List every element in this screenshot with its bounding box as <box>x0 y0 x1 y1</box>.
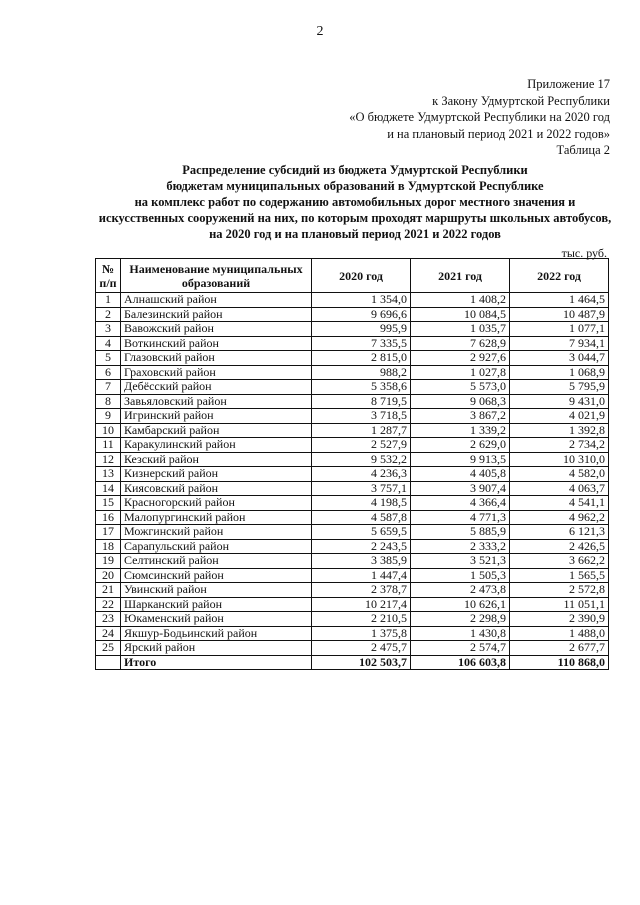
table-row <box>96 336 609 351</box>
municipality-name: Сарапульский район <box>121 539 312 554</box>
value-2022: 9 431,0 <box>510 394 609 409</box>
value-2020: 3 385,9 <box>312 554 411 569</box>
row-number <box>96 655 121 670</box>
table-row <box>96 438 609 453</box>
value-2021: 3 521,3 <box>411 554 510 569</box>
value-2021: 5 885,9 <box>411 525 510 540</box>
value-2020: 2 378,7 <box>312 583 411 598</box>
value-2022: 4 582,0 <box>510 467 609 482</box>
table-row <box>96 322 609 337</box>
appendix-line: и на плановый период 2021 и 2022 годов» <box>387 126 610 141</box>
value-2022: 1 464,5 <box>510 293 609 308</box>
value-2021: 3 867,2 <box>411 409 510 424</box>
municipality-name: Камбарский район <box>121 423 312 438</box>
value-2022: 4 021,9 <box>510 409 609 424</box>
value-2022: 4 962,2 <box>510 510 609 525</box>
value-2022: 1 488,0 <box>510 626 609 641</box>
municipality-name: Якшур-Бодьинский район <box>121 626 312 641</box>
row-number: 21 <box>96 583 121 598</box>
municipality-name: Можгинский район <box>121 525 312 540</box>
value-2020: 1 287,7 <box>312 423 411 438</box>
appendix-line: Приложение 17 <box>527 77 610 91</box>
row-number: 17 <box>96 525 121 540</box>
table-row <box>96 467 609 482</box>
value-2021: 1 505,3 <box>411 568 510 583</box>
value-2020: 988,2 <box>312 365 411 380</box>
value-2021: 2 629,0 <box>411 438 510 453</box>
table-number: Таблица 2 <box>556 143 610 157</box>
municipality-name: Кезский район <box>121 452 312 467</box>
value-2022: 3 662,2 <box>510 554 609 569</box>
value-2020: 2 815,0 <box>312 351 411 366</box>
value-2020: 1 447,4 <box>312 568 411 583</box>
value-2020: 4 198,5 <box>312 496 411 511</box>
table-row <box>96 307 609 322</box>
value-2021: 1 339,2 <box>411 423 510 438</box>
row-number: 24 <box>96 626 121 641</box>
appendix-header <box>349 76 610 159</box>
table-row <box>96 409 609 424</box>
value-2021: 2 473,8 <box>411 583 510 598</box>
row-number: 19 <box>96 554 121 569</box>
title-line: Распределение субсидий из бюджета Удмуртской Республики <box>182 163 528 177</box>
row-number: 10 <box>96 423 121 438</box>
value-2021: 2 298,9 <box>411 612 510 627</box>
page-number: 2 <box>316 24 324 39</box>
document-title <box>90 162 620 242</box>
municipality-name: Вавожский район <box>121 322 312 337</box>
value-2020: 4 236,3 <box>312 467 411 482</box>
value-2022: 4 541,1 <box>510 496 609 511</box>
municipality-name: Каракулинский район <box>121 438 312 453</box>
value-2020: 995,9 <box>312 322 411 337</box>
municipality-name: Ярский район <box>121 641 312 656</box>
municipality-name: Алнашский район <box>121 293 312 308</box>
row-number: 5 <box>96 351 121 366</box>
value-2022: 3 044,7 <box>510 351 609 366</box>
value-2022: 11 051,1 <box>510 597 609 612</box>
row-number: 20 <box>96 568 121 583</box>
municipality-name: Красногорский район <box>121 496 312 511</box>
value-2021: 1 408,2 <box>411 293 510 308</box>
value-2022: 2 677,7 <box>510 641 609 656</box>
value-2022: 7 934,1 <box>510 336 609 351</box>
table-row <box>96 525 609 540</box>
row-number: 13 <box>96 467 121 482</box>
value-2020: 9 696,6 <box>312 307 411 322</box>
value-2021: 5 573,0 <box>411 380 510 395</box>
municipality-name: Кизнерский район <box>121 467 312 482</box>
value-2022: 10 487,9 <box>510 307 609 322</box>
municipality-name: Игринский район <box>121 409 312 424</box>
table-row <box>96 394 609 409</box>
value-2022: 2 390,9 <box>510 612 609 627</box>
table-row <box>96 293 609 308</box>
value-2020: 4 587,8 <box>312 510 411 525</box>
value-2022: 4 063,7 <box>510 481 609 496</box>
row-number: 18 <box>96 539 121 554</box>
table-row <box>96 554 609 569</box>
title-line: на 2020 год и на плановый период 2021 и 2022 годов <box>209 227 501 241</box>
table-row <box>96 510 609 525</box>
row-number: 3 <box>96 322 121 337</box>
value-2021: 4 405,8 <box>411 467 510 482</box>
value-2022: 1 565,5 <box>510 568 609 583</box>
table-row <box>96 496 609 511</box>
appendix-line: к Закону Удмуртской Республики <box>432 93 610 108</box>
value-2021: 1 035,7 <box>411 322 510 337</box>
value-2020: 7 335,5 <box>312 336 411 351</box>
units-label: тыс. руб. <box>561 246 607 260</box>
row-number: 9 <box>96 409 121 424</box>
value-2021: 1 430,8 <box>411 626 510 641</box>
row-number: 23 <box>96 612 121 627</box>
row-number: 12 <box>96 452 121 467</box>
value-2020: 3 718,5 <box>312 409 411 424</box>
municipality-name: Малопургинский район <box>121 510 312 525</box>
row-number: 22 <box>96 597 121 612</box>
total-row <box>96 655 609 670</box>
value-2021: 1 027,8 <box>411 365 510 380</box>
value-2021: 7 628,9 <box>411 336 510 351</box>
table-row <box>96 539 609 554</box>
value-2020: 2 243,5 <box>312 539 411 554</box>
header-2021: 2021 год <box>411 259 510 293</box>
value-2021: 10 626,1 <box>411 597 510 612</box>
subsidy-table <box>95 258 609 670</box>
municipality-name: Граховский район <box>121 365 312 380</box>
municipality-name: Завьяловский район <box>121 394 312 409</box>
row-number: 1 <box>96 293 121 308</box>
value-2021: 2 927,6 <box>411 351 510 366</box>
value-2021: 9 068,3 <box>411 394 510 409</box>
row-number: 6 <box>96 365 121 380</box>
table-row <box>96 641 609 656</box>
table-row <box>96 568 609 583</box>
value-2022: 2 572,8 <box>510 583 609 598</box>
municipality-name: Увинский район <box>121 583 312 598</box>
row-number: 14 <box>96 481 121 496</box>
value-2020: 3 757,1 <box>312 481 411 496</box>
value-2022: 2 426,5 <box>510 539 609 554</box>
header-number: № п/п <box>96 259 121 293</box>
table-row <box>96 481 609 496</box>
value-2022: 5 795,9 <box>510 380 609 395</box>
value-2021: 4 771,3 <box>411 510 510 525</box>
row-number: 16 <box>96 510 121 525</box>
value-2020: 5 358,6 <box>312 380 411 395</box>
value-2020: 8 719,5 <box>312 394 411 409</box>
value-2020: 9 532,2 <box>312 452 411 467</box>
value-2022: 110 868,0 <box>510 655 609 670</box>
municipality-name: Итого <box>121 655 312 670</box>
value-2020: 2 475,7 <box>312 641 411 656</box>
value-2021: 3 907,4 <box>411 481 510 496</box>
title-line: на комплекс работ по содержанию автомобильных дорог местного значения и <box>134 195 576 209</box>
value-2022: 1 077,1 <box>510 322 609 337</box>
municipality-name: Дебёсский район <box>121 380 312 395</box>
value-2022: 10 310,0 <box>510 452 609 467</box>
table-row <box>96 365 609 380</box>
table-row <box>96 583 609 598</box>
table-row <box>96 423 609 438</box>
row-number: 15 <box>96 496 121 511</box>
value-2020: 102 503,7 <box>312 655 411 670</box>
row-number: 25 <box>96 641 121 656</box>
value-2021: 2 574,7 <box>411 641 510 656</box>
row-number: 2 <box>96 307 121 322</box>
municipality-name: Селтинский район <box>121 554 312 569</box>
municipality-name: Киясовский район <box>121 481 312 496</box>
value-2022: 6 121,3 <box>510 525 609 540</box>
value-2022: 1 392,8 <box>510 423 609 438</box>
municipality-name: Глазовский район <box>121 351 312 366</box>
value-2020: 5 659,5 <box>312 525 411 540</box>
municipality-name: Шарканский район <box>121 597 312 612</box>
row-number: 4 <box>96 336 121 351</box>
value-2021: 4 366,4 <box>411 496 510 511</box>
row-number: 8 <box>96 394 121 409</box>
value-2020: 1 375,8 <box>312 626 411 641</box>
value-2022: 1 068,9 <box>510 365 609 380</box>
appendix-line: «О бюджете Удмуртской Республики на 2020 год <box>349 110 610 124</box>
header-2022: 2022 год <box>510 259 609 293</box>
value-2022: 2 734,2 <box>510 438 609 453</box>
value-2021: 106 603,8 <box>411 655 510 670</box>
municipality-name: Балезинский район <box>121 307 312 322</box>
value-2020: 2 527,9 <box>312 438 411 453</box>
value-2021: 10 084,5 <box>411 307 510 322</box>
header-name: Наименование муниципальных образований <box>121 259 312 293</box>
row-number: 7 <box>96 380 121 395</box>
municipality-name: Воткинский район <box>121 336 312 351</box>
municipality-name: Сюмсинский район <box>121 568 312 583</box>
title-line: бюджетам муниципальных образований в Удмуртской Республике <box>166 179 544 193</box>
row-number: 11 <box>96 438 121 453</box>
header-2020: 2020 год <box>312 259 411 293</box>
value-2020: 1 354,0 <box>312 293 411 308</box>
table-header-row <box>96 259 609 293</box>
municipality-name: Юкаменский район <box>121 612 312 627</box>
value-2020: 2 210,5 <box>312 612 411 627</box>
table-row <box>96 452 609 467</box>
title-line: искусственных сооружений на них, по которым проходят маршруты школьных автобусов, <box>98 211 612 225</box>
value-2020: 10 217,4 <box>312 597 411 612</box>
table-row <box>96 380 609 395</box>
table-row <box>96 612 609 627</box>
table-row <box>96 626 609 641</box>
table-row <box>96 597 609 612</box>
value-2021: 2 333,2 <box>411 539 510 554</box>
table-row <box>96 351 609 366</box>
value-2021: 9 913,5 <box>411 452 510 467</box>
